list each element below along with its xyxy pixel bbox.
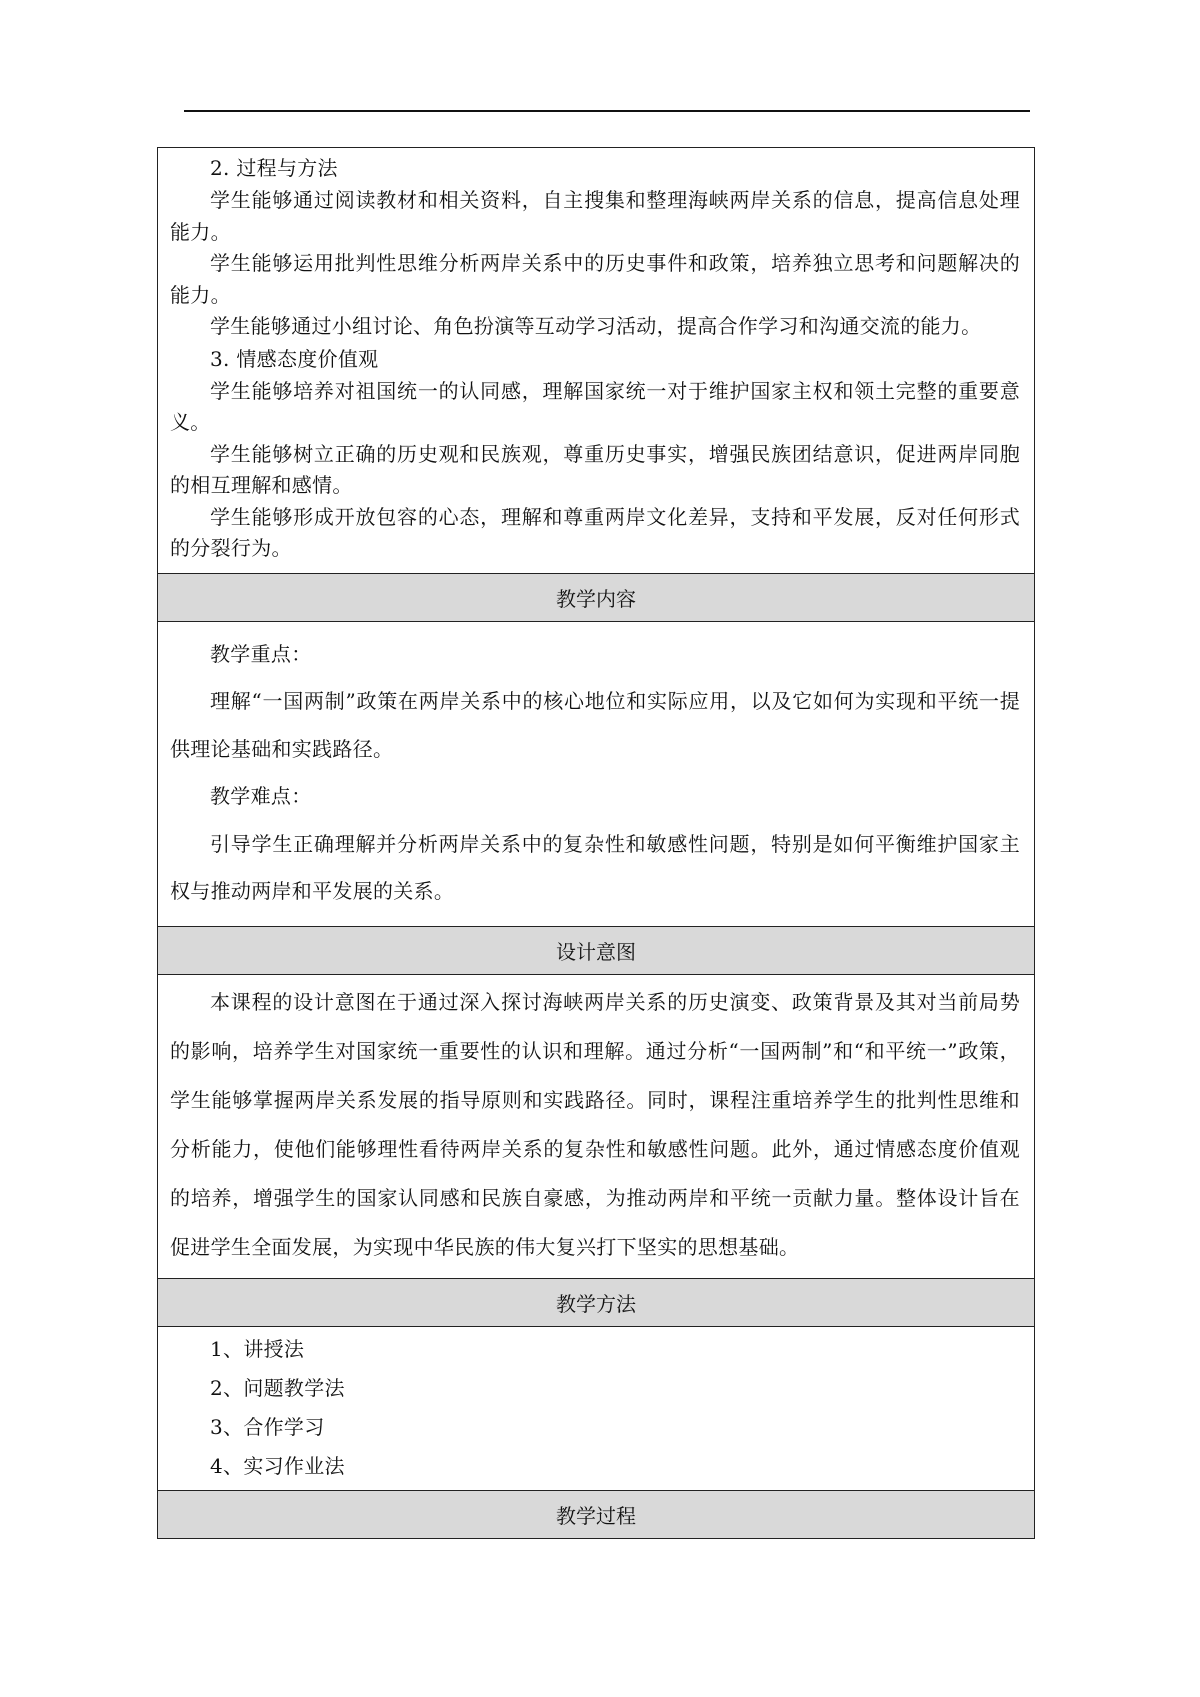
difficulty-text: 引导学生正确理解并分析两岸关系中的复杂性和敏感性问题，特别是如何平衡维护国家主权与推动两岸和平发展的关系。 [170,831,1020,903]
objectives-cell [158,148,1035,574]
key-point-label: 教学重点： [210,641,312,666]
design-intent-row [158,974,1035,1278]
lesson-plan-table [157,147,1035,1539]
process-method-item-2: 学生能够运用批判性思维分析两岸关系中的历史事件和政策，培养独立思考和问题解决的能力。 [170,251,1020,307]
method-item-2: 2、问题教学法 [210,1375,345,1400]
page-header-rule [184,110,1030,112]
design-intent-cell [158,974,1035,1278]
teaching-methods-header-row [158,1278,1035,1326]
emotion-values-title: 3. 情感态度价值观 [210,346,379,371]
design-intent-text: 本课程的设计意图在于通过深入探讨海峡两岸关系的历史演变、政策背景及其对当前局势的影响，培养学生对国家统一重要性的认识和理解。通过分析“一国两制”和“和平统一”政策，学生能够掌握两岸关系发展的指导原则和实践路径。同时，课程注重培养学生的批判性思维和分析能力，使他们能够理性看待两岸关系的复杂性和敏感性问题。此外，通过情感态度价值观的培养，增强学生的国家认同感和民族自豪感，为推动两岸和平统一贡献力量。整体设计旨在促进学生全面发展，为实现中华民族的伟大复兴打下坚实的思想基础。 [170,989,1020,1259]
emotion-values-item-2: 学生能够树立正确的历史观和民族观，尊重历史事实，增强民族团结意识，促进两岸同胞的相互理解和感情。 [170,441,1020,497]
teaching-process-header-row [158,1490,1035,1538]
method-item-4: 4、实习作业法 [210,1453,345,1478]
process-method-title: 2. 过程与方法 [210,156,338,180]
process-method-item-3: 学生能够通过小组讨论、角色扮演等互动学习活动，提高合作学习和沟通交流的能力。 [210,314,982,338]
emotion-values-item-3: 学生能够形成开放包容的心态，理解和尊重两岸文化差异，支持和平发展，反对任何形式的分裂行为。 [170,504,1020,560]
teaching-content-header: 教学内容 [158,573,1035,621]
teaching-methods-header: 教学方法 [158,1278,1035,1326]
emotion-values-item-1: 学生能够培养对祖国统一的认同感，理解国家统一对于维护国家主权和领土完整的重要意义。 [170,378,1020,434]
method-item-3: 3、合作学习 [210,1414,325,1439]
teaching-content-row [158,621,1035,926]
difficulty-label: 教学难点： [210,784,312,808]
design-intent-header: 设计意图 [158,926,1035,974]
objectives-row [158,148,1035,574]
key-point-text: 理解“一国两制”政策在两岸关系中的核心地位和实际应用，以及它如何为实现和平统一提供理论基础和实践路径。 [170,689,1020,761]
teaching-content-header-row [158,573,1035,621]
teaching-process-header: 教学过程 [158,1490,1035,1538]
teaching-content-cell [158,621,1035,926]
process-method-item-1: 学生能够通过阅读教材和相关资料，自主搜集和整理海峡两岸关系的信息，提高信息处理能力。 [170,188,1020,244]
teaching-methods-cell [158,1326,1035,1490]
design-intent-header-row [158,926,1035,974]
teaching-methods-row [158,1326,1035,1490]
method-item-1: 1、讲授法 [210,1336,305,1361]
